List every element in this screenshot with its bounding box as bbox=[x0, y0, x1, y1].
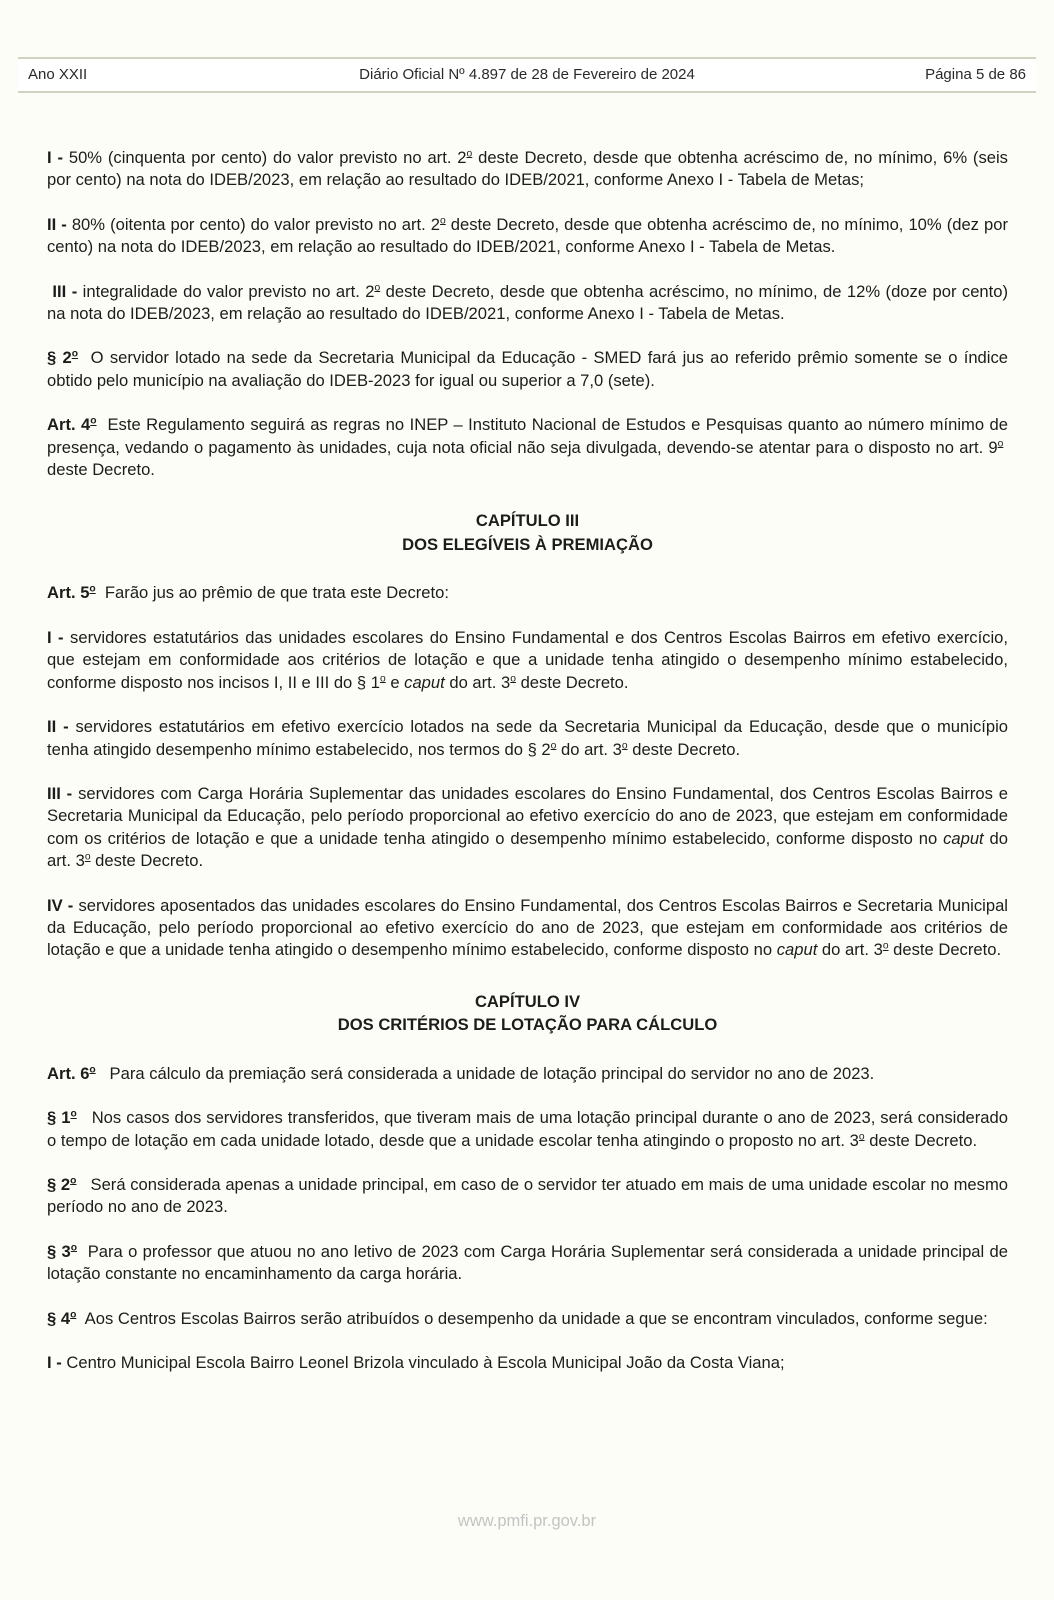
text-run: o bbox=[858, 1131, 865, 1143]
text-run: o bbox=[379, 673, 386, 685]
text-run: o bbox=[70, 1175, 77, 1187]
chapter-heading-line: CAPÍTULO IV bbox=[474, 991, 581, 1011]
text-run: o bbox=[374, 282, 381, 294]
text-run: deste Decreto. bbox=[864, 1130, 978, 1150]
page-header bbox=[18, 57, 1036, 93]
header-page-number: Página 5 de 86 bbox=[925, 66, 1026, 83]
text-run: o bbox=[70, 1242, 78, 1254]
paragraph bbox=[47, 716, 1008, 761]
text-run: o bbox=[621, 739, 628, 751]
paragraph bbox=[47, 582, 1008, 604]
header-edition-year: Ano XXII bbox=[28, 66, 88, 83]
paragraph bbox=[47, 1107, 1008, 1152]
text-run: o bbox=[84, 851, 91, 863]
text-run: I - bbox=[47, 627, 71, 647]
paragraph bbox=[47, 783, 1008, 873]
text-run: Centro Municipal Escola Bairro Leonel Brizola vinculado à Escola Municipal João da Costa Viana; bbox=[66, 1353, 785, 1372]
chapter-heading bbox=[47, 509, 1008, 556]
text-run: II - bbox=[47, 717, 76, 737]
text-run: Nos casos dos servidores transferidos, que tiveram mais de uma lotação principal durante o ano de 2023, será considerado o tempo de lotação em cada unidade lotado, desde que a unidade escolar tenha atingindo o proposto no art. 3 bbox=[47, 1108, 1008, 1150]
chapter-heading-line: DOS ELEGÍVEIS À PREMIAÇÃO bbox=[402, 534, 653, 554]
text-run: e bbox=[385, 672, 405, 692]
text-run: deste Decreto. bbox=[47, 437, 1008, 480]
text-run: § 2 bbox=[47, 348, 72, 368]
header-gazette-title: Diário Oficial Nº 4.897 de 28 de Fevereiro de 2024 bbox=[359, 66, 695, 83]
text-run: servidores com Carga Horária Suplementar das unidades escolares do Ensino Fundamental, dos Centros Escolas Bairros e Secretaria Municipal da Educação, pelo período proporcional ao efetivo exercício do ano de 2023, que estejam em conformidade com os critérios de lotação e que a unidade tenha atingido o desempenho mínimo estabelecido, conforme disposto no bbox=[47, 783, 1009, 848]
paragraph bbox=[47, 414, 1008, 481]
text-run: o bbox=[90, 415, 97, 427]
text-run: do art. 3 bbox=[817, 940, 883, 960]
paragraph bbox=[47, 895, 1008, 962]
text-run: deste Decreto, desde que obtenha acréscimo de, no mínimo, 6% (seis por cento) na nota do IDEB/2023, em relação ao resultado do IDEB/2021, conforme Anexo I - Tabela de Metas; bbox=[47, 148, 1008, 190]
text-run: III - bbox=[47, 281, 83, 301]
text-run: integralidade do valor previsto no art. 2 bbox=[82, 281, 375, 301]
text-run: Farão jus ao prêmio de que trata este Decreto: bbox=[95, 583, 449, 603]
text-run: I - bbox=[47, 148, 69, 167]
text-run: o bbox=[70, 1108, 77, 1120]
text-run: III - bbox=[47, 783, 79, 803]
text-run: deste Decreto, desde que obtenha acréscimo, no mínimo, de 12% (doze por cento) na nota do IDEB/2023, em relação ao resultado do IDEB/2021, conforme Anexo I - Tabela de Metas. bbox=[47, 281, 1009, 324]
text-run: do art. 3 bbox=[444, 672, 511, 692]
text-run: § 2 bbox=[47, 1174, 71, 1194]
text-run: Art. 6 bbox=[47, 1063, 90, 1083]
text-run: § 1 bbox=[47, 1108, 71, 1128]
text-run: o bbox=[466, 148, 473, 160]
text-run: Para o professor que atuou no ano letivo de 2023 com Carga Horária Suplementar será considerada a unidade principal de lotação constante no encaminhamento da carga horária. bbox=[47, 1241, 1008, 1284]
text-run: § 4 bbox=[47, 1308, 71, 1328]
text-run: § 3 bbox=[47, 1241, 71, 1261]
text-run: deste Decreto. bbox=[90, 851, 204, 871]
text-run: o bbox=[89, 1064, 96, 1076]
text-run: II - bbox=[47, 214, 72, 234]
footer-website-url: www.pmfi.pr.gov.br bbox=[457, 1512, 597, 1530]
paragraph bbox=[47, 1174, 1008, 1219]
text-run: o bbox=[550, 739, 557, 751]
text-run: Art. 5 bbox=[47, 583, 90, 603]
paragraph bbox=[47, 214, 1008, 259]
paragraph bbox=[47, 147, 1008, 192]
paragraph bbox=[47, 1308, 1008, 1330]
text-run: caput bbox=[776, 940, 818, 960]
text-run: caput bbox=[404, 672, 445, 692]
text-run: deste Decreto. bbox=[515, 672, 629, 692]
text-run: deste Decreto. bbox=[888, 940, 1002, 960]
text-run: o bbox=[71, 348, 79, 360]
document-body bbox=[0, 93, 1054, 1374]
text-run: Art. 4 bbox=[47, 415, 91, 435]
text-run: 50% (cinquenta por cento) do valor previsto no art. 2 bbox=[68, 148, 467, 167]
text-run: do art. 3 bbox=[556, 739, 622, 759]
chapter-heading bbox=[47, 990, 1008, 1037]
text-run: caput bbox=[943, 828, 984, 848]
text-run: deste Decreto, desde que obtenha acréscimo de, no mínimo, 10% (dez por cento) na nota do IDEB/2023, em relação ao resultado do IDEB/2021, conforme Anexo I - Tabela de Metas. bbox=[47, 214, 1008, 257]
page-footer bbox=[0, 1512, 1054, 1531]
text-run: Para cálculo da premiação será considerada a unidade de lotação principal do servidor no ano de 2023. bbox=[95, 1063, 875, 1083]
text-run: deste Decreto. bbox=[627, 739, 741, 759]
text-run: O servidor lotado na sede da Secretaria Municipal da Educação - SMED fará jus ao referido prêmio somente se o índice obtido pelo município na avaliação do IDEB-2023 for igual ou superior a 7,0 (sete). bbox=[47, 348, 1008, 390]
text-run: I - bbox=[47, 1353, 67, 1372]
paragraph bbox=[47, 1063, 1008, 1085]
chapter-heading-line: CAPÍTULO III bbox=[475, 511, 580, 531]
paragraph bbox=[47, 347, 1008, 392]
text-run: Aos Centros Escolas Bairros serão atribuídos o desempenho da unidade a que se encontram vinculados, conforme segue: bbox=[76, 1308, 988, 1328]
text-run: Este Regulamento seguirá as regras no INEP – Instituto Nacional de Estudos e Pesquisas quanto ao número mínimo de presença, vedando o pagamento às unidades, cuja nota oficial não seja divulgada, devendo-se atentar para o disposto no art. 9 bbox=[47, 415, 1008, 457]
text-run: do art. 3 bbox=[47, 828, 1008, 871]
paragraph bbox=[47, 1241, 1008, 1286]
paragraph bbox=[47, 281, 1008, 326]
text-run: o bbox=[997, 438, 1004, 450]
chapter-heading-line: DOS CRITÉRIOS DE LOTAÇÃO PARA CÁLCULO bbox=[337, 1015, 718, 1035]
paragraph bbox=[47, 627, 1008, 694]
text-run: o bbox=[89, 583, 96, 595]
text-run: o bbox=[440, 215, 446, 227]
text-run: servidores aposentados das unidades escolares do Ensino Fundamental, dos Centros Escolas Bairros e Secretaria Municipal da Educação, pelo período proporcional ao efetivo exercício do ano de 2023, que estejam em conformidade aos critérios de lotação e que a unidade tenha atingido o desempenho mínimo estabelecido, conforme disposto no bbox=[47, 895, 1008, 960]
text-run: IV - bbox=[47, 895, 79, 915]
text-run: o bbox=[70, 1309, 77, 1321]
text-run: o bbox=[882, 940, 889, 952]
paragraph bbox=[47, 1352, 1008, 1374]
text-run: Será considerada apenas a unidade principal, em caso de o servidor ter atuado em mais de uma unidade escolar no mesmo período no ano de 2023. bbox=[47, 1174, 1008, 1217]
text-run: servidores estatutários das unidades escolares do Ensino Fundamental e dos Centros Escolas Bairros em efetivo exercício, que estejam em conformidade aos critérios de lotação e que a unidade tenha atingido o desempenho mínimo estabelecido, conforme disposto nos incisos I, II e III do § 1 bbox=[47, 627, 1009, 692]
text-run: o bbox=[510, 673, 516, 685]
text-run: 80% (oitenta por cento) do valor previsto no art. 2 bbox=[71, 214, 441, 234]
text-run: servidores estatutários em efetivo exercício lotados na sede da Secretaria Municipal da Educação, desde que o município tenha atingido desempenho mínimo estabelecido, nos termos do § 2 bbox=[47, 717, 1009, 759]
